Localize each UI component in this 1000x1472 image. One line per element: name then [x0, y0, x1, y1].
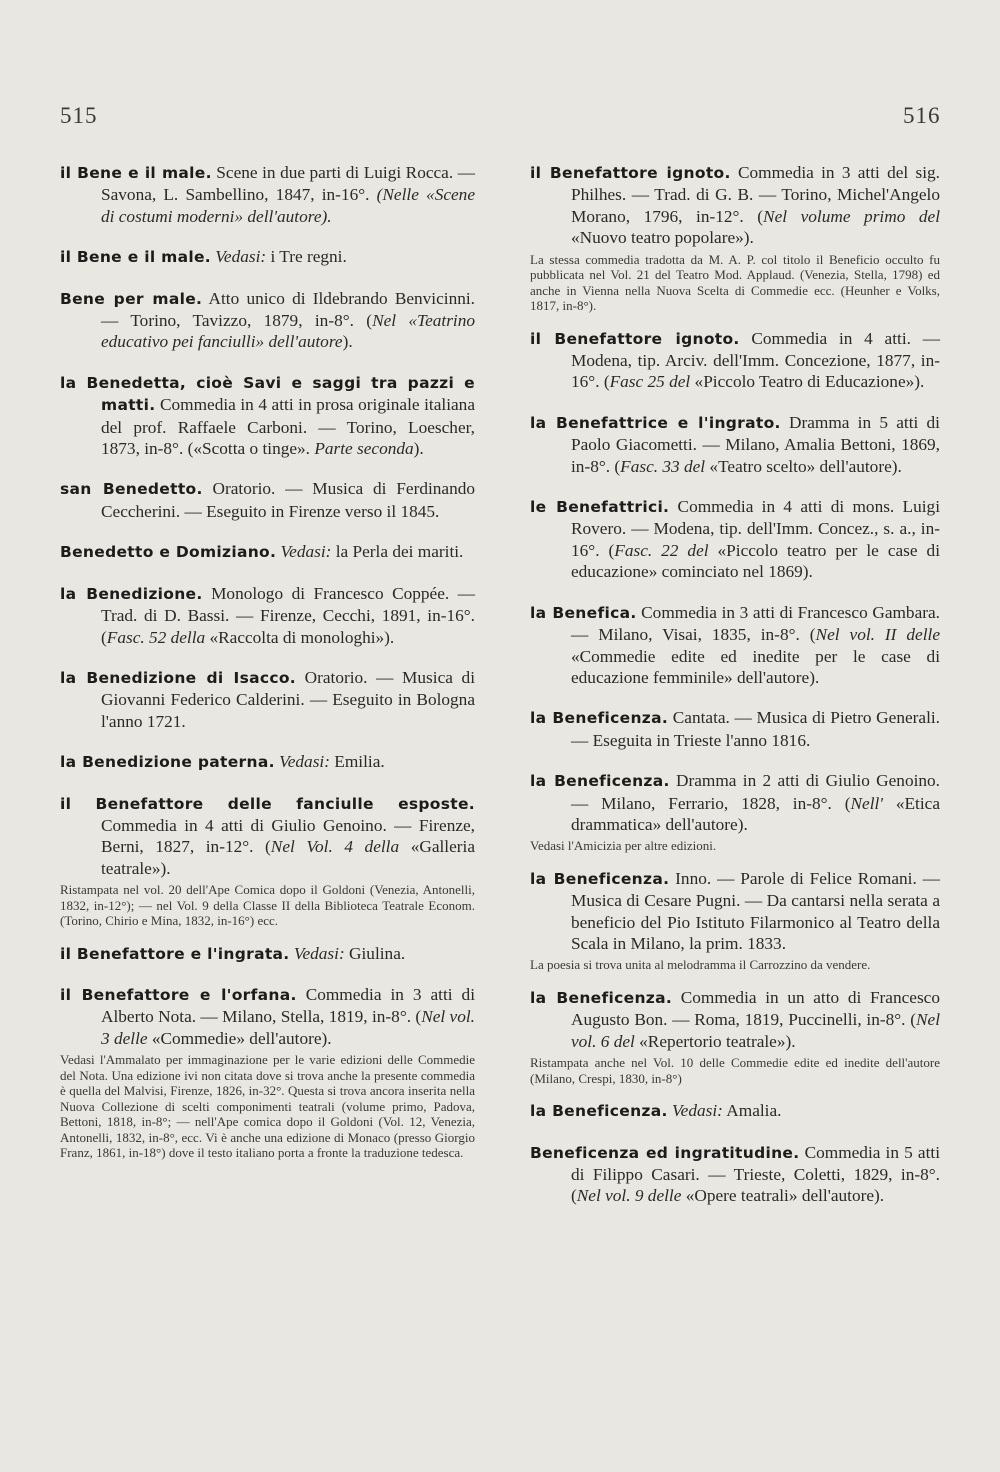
entry-italic: Nel «Teatrino educativo pei fanciulli» dell'autore: [101, 311, 476, 352]
entry-text: Cantata. — Musica di Pietro Generali. — Eseguita in Trieste l'anno 1816.: [571, 708, 940, 750]
catalog-entry: [60, 984, 475, 1049]
entry-text: Dramma in 5 atti di Paolo Giacometti. — Milano, Amalia Bettoni, 1869, in-8°. (: [571, 412, 940, 476]
entry-italic: Nel vol. II delle: [815, 625, 940, 645]
entry-text: Atto unico di Ildebrando Benvicinni. — Torino, Tavizzo, 1879, in-8°. (: [101, 288, 475, 331]
entry-text-end: «Etica drammatica» dell'autore).: [571, 793, 940, 834]
catalog-entry: [530, 770, 940, 835]
entry-text-end: «Commedie» dell'autore).: [147, 1028, 332, 1048]
entry-title: la Benefica.: [530, 603, 637, 622]
entry-text-end: «Commedie edite ed inedite per le case di educazione femminile» dell'autore).: [571, 646, 940, 687]
footnote: Ristampata anche nel Vol. 10 delle Commedie edite ed inedite dell'autore (Milano, Crespi, 1830, in-8°): [530, 1055, 940, 1086]
catalog-entry: [530, 987, 940, 1052]
entry-text-end: «Opere teatrali» dell'autore).: [681, 1186, 885, 1206]
entry-italic: Parte seconda: [314, 439, 414, 459]
entry-title: Beneficenza ed ingratitudine.: [530, 1143, 800, 1162]
catalog-entry: [60, 372, 475, 460]
catalog-entry: [530, 496, 940, 583]
entry-text: Monologo di Francesco Coppée. — Trad. di D. Bassi. — Firenze, Cecchi, 1891, in-16°. (: [101, 583, 475, 647]
entry-title: il Benefattore e l'ingrata.: [60, 944, 290, 963]
entry-italic: Fasc. 52 della: [106, 627, 206, 647]
entry-title: il Bene e il male.: [60, 248, 211, 267]
catalog-entry: [530, 162, 940, 249]
entry-text: Oratorio. — Musica di Ferdinando Ceccherini. — Eseguito in Firenze verso il 1845.: [101, 479, 475, 521]
entry-title: Benedetto e Domiziano.: [60, 543, 277, 562]
footnote: La stessa commedia tradotta da M. A. P. col titolo il Beneficio occulto fu pubblicata nel Vol. 21 del Teatro Mod. Applaud. (Venezia, Stella, 1798) ed anche in Vienna nella Nuova Scelta di Commedie ecc. (Heunher e Volks, 1817, in-8°).: [530, 251, 940, 314]
entry-title: la Benedizione di Isacco.: [60, 668, 296, 687]
catalog-entry: [60, 162, 475, 227]
catalog-entry: [60, 583, 475, 648]
catalog-entry: [530, 602, 940, 689]
entry-text: Commedia in 5 atti di Filippo Casari. — Trieste, Coletti, 1829, in-8°. (: [571, 1142, 940, 1206]
catalog-entry: [60, 793, 475, 880]
entry-title: Bene per male.: [60, 289, 203, 308]
entry-italic: (Nelle «Scene di costumi moderni» dell'autore).: [101, 185, 475, 226]
entry-italic: Fasc. 33 del: [620, 456, 706, 476]
entry-text: Commedia in 4 atti. — Modena, tip. Arciv. dell'Imm. Concezione, 1877, in-16°. (: [571, 328, 940, 392]
entry-text: Inno. — Parole di Felice Romani. — Musica di Cesare Pugni. — Da cantarsi nella serata a beneficio del Pio Istituto Filarmonico al Teatro della Scala in Milano, la prim. 1833.: [571, 868, 940, 954]
catalog-entry: [530, 1100, 940, 1122]
entry-title: la Beneficenza.: [530, 988, 673, 1007]
entry-text-end: i Tre regni.: [266, 247, 347, 267]
footnote: La poesia si trova unita al melodramma il Carrozzino da vendere.: [530, 957, 871, 973]
catalog-entry: [60, 288, 475, 353]
entry-text-end: «Repertorio teatrale»).: [634, 1031, 796, 1051]
page-number-right: 516: [903, 103, 941, 128]
entry-text-end: «Nuovo teatro popolare»).: [571, 228, 754, 248]
entry-text: Oratorio. — Musica di Giovanni Federico Calderini. — Eseguito in Bologna l'anno 1721.: [101, 667, 476, 731]
catalog-entry: [60, 667, 475, 732]
catalog-entry: [530, 412, 940, 477]
entry-title: la Beneficenza.: [530, 1102, 668, 1121]
entry-italic: Nel vol. 9 delle: [576, 1186, 682, 1206]
catalog-entry: [530, 1142, 940, 1207]
entry-text-end: «Galleria teatrale»).: [101, 837, 475, 878]
left-column: [60, 162, 475, 1175]
entry-text-end: «Teatro scelto» dell'autore).: [705, 456, 902, 476]
catalog-entry: [60, 246, 475, 268]
entry-italic: Vedasi:: [215, 247, 267, 267]
entry-text-end: «Piccolo Teatro di Educazione»).: [690, 372, 925, 392]
entry-text: Commedia in un atto di Francesco Augusto Bon. — Roma, 1819, Puccinelli, in-8°. (: [571, 987, 940, 1030]
catalog-entry: [60, 943, 475, 965]
entry-italic: Nell': [850, 793, 883, 813]
entry-text: Commedia in 4 atti in prosa originale italiana del prof. Raffaele Carboni. — Torino, Loescher, 1873, in-8°. («Scotta o tinge».: [101, 395, 475, 459]
entry-title: le Benefattrici.: [530, 498, 670, 517]
entry-title: la Benefattrice e l'ingrato.: [530, 413, 781, 432]
catalog-entry: [60, 478, 475, 522]
footnote: Vedasi l'Ammalato per immaginazione per le varie edizioni delle Commedie del Nota. Una edizione ivi non citata dove si trova anche la presente commedia è quella del Malvisi, Firenze, 1826, in-32°. Questa si trova ancora inserita nella Nuova Collezione di scelti componimenti teatrali (volume primo, Padova, Bettoni, 1818, in-8°; — nell'Ape comica dopo il Goldoni (Vol. 12, Venezia, Antonelli, 1832, in-8°, ecc. Vi è anche una edizione di Monaco (presso Giorgio Franz, 1861, in-18°) dove il testo italiano porta a fronte la traduzione tedesca.: [60, 1052, 475, 1161]
entry-italic: Fasc 25 del: [609, 372, 691, 392]
entry-title: la Benedizione.: [60, 584, 203, 603]
entry-italic: Vedasi:: [279, 752, 330, 772]
entry-italic: Nel vol. 3 delle: [101, 1007, 475, 1048]
catalog-entry: [530, 868, 940, 955]
entry-title: la Beneficenza.: [530, 869, 670, 888]
entry-title: san Benedetto.: [60, 480, 203, 499]
catalog-entry: [530, 328, 940, 393]
page-number-left: 515: [60, 103, 98, 128]
entry-text: Commedia in 4 atti di Giulio Genoino. — Firenze, Berni, 1827, in-12°. (: [101, 815, 475, 857]
entry-text-end: ).: [413, 439, 424, 459]
entry-italic: Nel vol. 6 del: [571, 1010, 940, 1051]
entry-title: la Benedizione paterna.: [60, 753, 275, 772]
entry-text-end: ).: [342, 332, 353, 352]
entry-title: il Bene e il male.: [60, 164, 212, 182]
entry-italic: Vedasi:: [293, 943, 345, 963]
entry-title: il Benefattore e l'orfana.: [60, 986, 297, 1005]
entry-title: la Benedetta, cioè Savi e saggi tra pazzi e matti.: [60, 373, 475, 415]
entry-text-end: «Piccolo teatro per le case di educazione» cominciato nel 1869).: [571, 540, 940, 582]
entry-text-end: la Perla dei mariti.: [331, 542, 464, 562]
right-column: [530, 162, 940, 1226]
footnote: Ristampata nel vol. 20 dell'Ape Comica dopo il Goldoni (Venezia, Antonelli, 1832, in-12°); — nel Vol. 9 della Classe II della Biblioteca Teatrale Econom. (Torino, Chirio e Mina, 1832, in-16°) ecc.: [60, 882, 475, 929]
footnote: Vedasi l'Amicizia per altre edizioni.: [530, 838, 717, 854]
entry-title: il Benefattore ignoto.: [530, 164, 731, 182]
entry-text: Commedia in 4 atti di mons. Luigi Rovero. — Modena, tip. dell'Imm. Concez., s. a., in-16°. (: [571, 497, 940, 560]
entry-title: la Beneficenza.: [530, 709, 669, 728]
entry-text-end: Emilia.: [329, 752, 385, 772]
entry-italic: Nel volume primo del: [763, 206, 941, 226]
entry-text: Scene in due parti di Luigi Rocca. — Savona, L. Sambellino, 1847, in-16°.: [101, 163, 475, 205]
entry-italic: Fasc. 22 del: [614, 540, 709, 560]
entry-text-end: Amalia.: [722, 1101, 782, 1121]
entry-text: Commedia in 3 atti del sig. Philhes. — Trad. di G. B. — Torino, Michel'Angelo Morano, 1796, in-12°. (: [571, 163, 940, 226]
entry-title: la Beneficenza.: [530, 772, 670, 791]
entry-italic: Vedasi:: [672, 1101, 723, 1121]
catalog-entry: [60, 751, 475, 773]
entry-title: il Benefattore ignoto.: [530, 329, 740, 348]
entry-title: il Benefattore delle fanciulle esposte.: [60, 794, 475, 813]
catalog-entry: [530, 707, 940, 751]
entry-text: Commedia in 3 atti di Alberto Nota. — Milano, Stella, 1819, in-8°. (: [101, 985, 475, 1027]
entry-text-end: Giulina.: [344, 943, 406, 963]
entry-text: Commedia in 3 atti di Francesco Gambara. — Milano, Visai, 1835, in-8°. (: [571, 602, 940, 645]
entry-italic: Nel Vol. 4 della: [270, 837, 400, 857]
entry-italic: Vedasi:: [280, 542, 332, 562]
entry-text-end: «Raccolta di monologhi»).: [205, 627, 395, 647]
catalog-entry: [60, 541, 475, 563]
entry-text: Dramma in 2 atti di Giulio Genoino. — Milano, Ferrario, 1828, in-8°. (: [571, 771, 940, 813]
